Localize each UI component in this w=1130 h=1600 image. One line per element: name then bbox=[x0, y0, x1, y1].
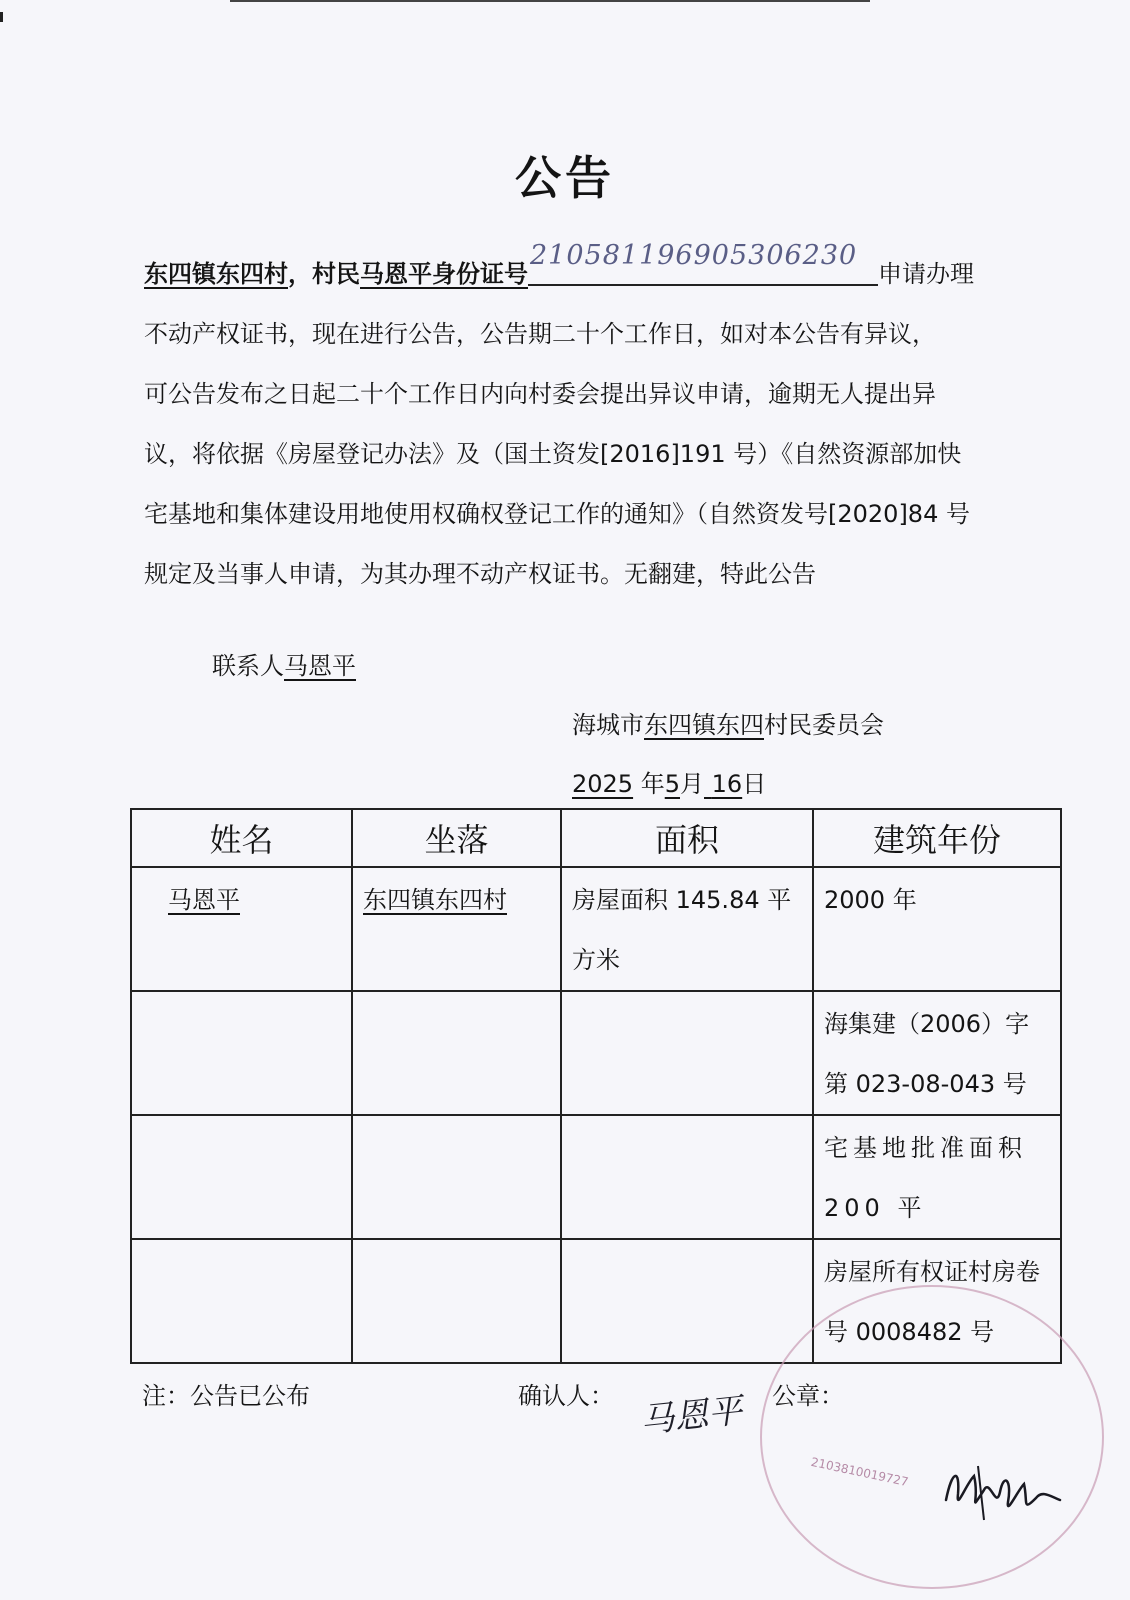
row-name: 马恩平 bbox=[168, 886, 240, 914]
seal-number: 2103810019727 bbox=[809, 1454, 910, 1490]
row-area: 房屋面积 145.84 平方米 bbox=[572, 886, 792, 974]
date-year: 2025 bbox=[572, 770, 634, 798]
id-label: 身份证号 bbox=[432, 260, 528, 288]
apply-text: 申请办理 bbox=[878, 260, 974, 288]
date-day-unit: 日 bbox=[742, 770, 767, 798]
notice-line-2: 不动产权证书，现在进行公告，公告期二十个工作日，如对本公告有异议， bbox=[144, 320, 936, 348]
confirm-label: 确认人： bbox=[518, 1382, 614, 1410]
issuer-line bbox=[572, 705, 884, 740]
notice-line-1 bbox=[144, 240, 974, 304]
page-title: 公告 bbox=[515, 151, 615, 205]
cell-build-year bbox=[813, 867, 1061, 991]
ownership-note: 房屋所有权证村房卷号 0008482 号 bbox=[824, 1258, 1040, 1346]
signature-scribble bbox=[938, 1450, 1068, 1530]
contact-name: 马恩平 bbox=[284, 652, 356, 680]
header-build-year: 建筑年份 bbox=[813, 809, 1061, 867]
confirm-signature: 马恩平 bbox=[638, 1390, 745, 1442]
applicant-name: 马恩平 bbox=[360, 260, 432, 288]
notice-line-6: 规定及当事人申请，为其办理不动产权证书。无翻建，特此公告 bbox=[144, 560, 816, 588]
cell-location bbox=[352, 867, 561, 991]
cell-name bbox=[131, 867, 352, 991]
footer-note: 注：公告已公布 bbox=[142, 1382, 310, 1410]
table-row bbox=[131, 991, 1061, 1115]
date-month-unit: 月 bbox=[680, 770, 704, 798]
cell-approved-area-note bbox=[813, 1115, 1061, 1239]
table-row bbox=[131, 1115, 1061, 1239]
date-year-unit: 年 bbox=[640, 770, 665, 798]
row-year: 2000 年 bbox=[824, 886, 917, 914]
village-name: 东四镇东四村 bbox=[144, 260, 288, 288]
date-day: 16 bbox=[711, 770, 743, 798]
cell-certificate-note bbox=[813, 991, 1061, 1115]
id-number-field bbox=[528, 240, 878, 286]
header-location: 坐落 bbox=[352, 809, 561, 867]
approved-area-note: 宅基地批准面积 200 平 bbox=[824, 1134, 1027, 1222]
contact-label: 联系人 bbox=[212, 652, 284, 680]
issuer-suffix: 村民委员会 bbox=[764, 711, 884, 739]
notice-line-5: 宅基地和集体建设用地使用权确权登记工作的通知》（自然资发号[2020]84 号 bbox=[144, 500, 970, 528]
villager-label: ，村民 bbox=[288, 260, 360, 288]
contact-line bbox=[212, 646, 356, 681]
top-rule bbox=[230, 0, 870, 2]
seal-label: 公章： bbox=[772, 1382, 844, 1410]
table-row bbox=[131, 867, 1061, 991]
row-location: 东四镇东四村 bbox=[363, 886, 507, 914]
issuer-town: 东四镇 bbox=[644, 711, 716, 739]
official-seal bbox=[760, 1285, 1104, 1589]
date-month: 5 bbox=[664, 770, 680, 798]
certificate-note: 海集建（2006）字第 023-08-043 号 bbox=[824, 1010, 1030, 1098]
cell-area bbox=[561, 867, 813, 991]
issuer-village: 东四 bbox=[716, 711, 764, 739]
issuer-city: 海城市 bbox=[572, 711, 644, 739]
scan-mark bbox=[0, 12, 3, 22]
table-header-row bbox=[131, 809, 1061, 867]
registration-table bbox=[130, 808, 1062, 1364]
id-number-handwritten: 210581196905306230 bbox=[530, 240, 858, 271]
notice-body bbox=[144, 240, 1044, 604]
issue-date bbox=[572, 764, 766, 799]
header-name: 姓名 bbox=[131, 809, 352, 867]
notice-line-4: 议，将依据《房屋登记办法》及（国土资发[2016]191 号）《自然资源部加快 bbox=[144, 440, 962, 468]
notice-line-3: 可公告发布之日起二十个工作日内向村委会提出异议申请，逾期无人提出异 bbox=[144, 380, 936, 408]
header-area: 面积 bbox=[561, 809, 813, 867]
